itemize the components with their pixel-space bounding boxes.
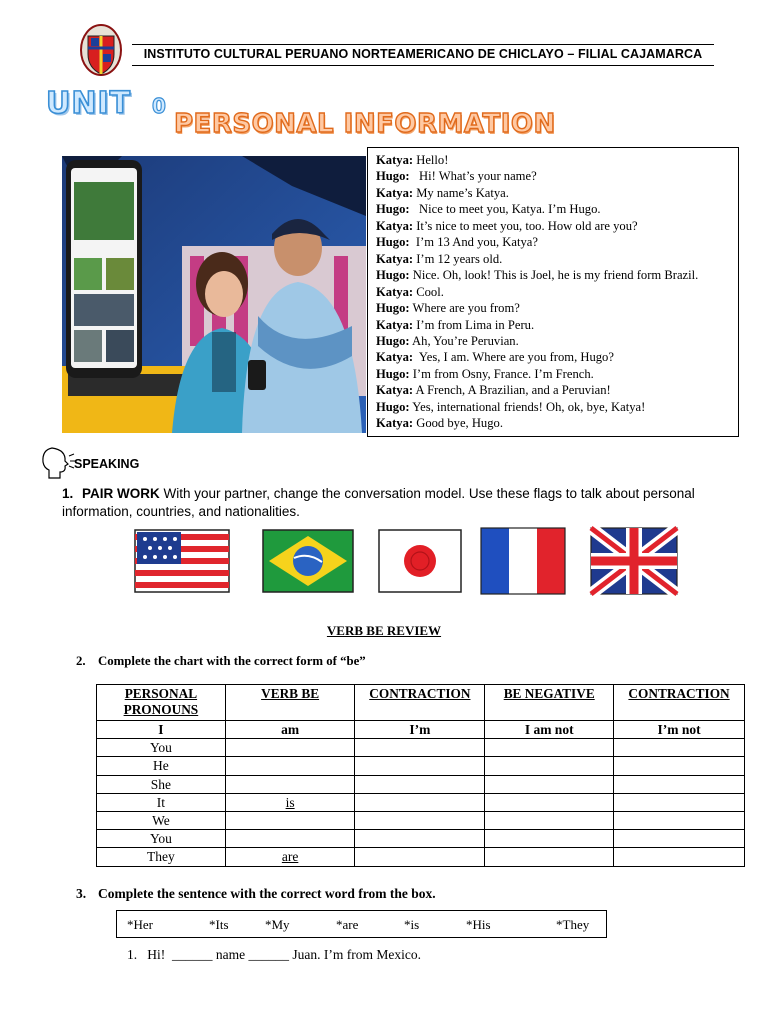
- dialogue-speaker: Hugo:: [376, 202, 410, 217]
- answer-cell: [225, 848, 355, 866]
- answer-cell: [225, 793, 355, 811]
- cell-text: I’m: [409, 722, 431, 737]
- dialogue-text: Hi! What’s your name?: [409, 169, 537, 184]
- answer-blank-cell[interactable]: [225, 775, 355, 793]
- dialogue-line: [376, 366, 730, 382]
- institute-shield-logo: [80, 24, 122, 78]
- dialogue-line: [376, 267, 730, 283]
- dialogue-line: [376, 201, 730, 217]
- header-be-negative: BE NEGATIVE: [485, 685, 614, 721]
- dialogue-speaker: Hugo:: [376, 399, 410, 414]
- pronoun-cell: [97, 739, 226, 757]
- unit-label: UNIT: [46, 86, 132, 121]
- speaking-head-icon: [40, 444, 76, 480]
- pronoun-cell: [97, 757, 226, 775]
- exercise-2-text: Complete the chart with the correct form of “be”: [98, 654, 366, 668]
- dialogue-speaker: Katya:: [376, 350, 414, 365]
- dialogue-speaker: Katya:: [376, 416, 414, 431]
- word-box-item: *Her: [127, 917, 153, 932]
- dialogue-text: Ah, You’re Peruvian.: [409, 333, 519, 348]
- dialogue-text: I’m 13 And you, Katya?: [409, 235, 538, 250]
- answer-blank-cell[interactable]: [614, 793, 745, 811]
- verb-be-chart: [96, 684, 745, 867]
- dialogue-text: A French, A Brazilian, and a Peruvian!: [413, 383, 611, 398]
- brazil-flag-icon: [261, 526, 355, 596]
- section-speaking: SPEAKING: [74, 457, 140, 471]
- dialogue-speaker: Hugo:: [376, 169, 410, 184]
- answer-blank-cell[interactable]: [485, 811, 614, 829]
- conversation-box: [367, 147, 739, 437]
- unit-number: 0: [152, 94, 166, 118]
- cell-text: They: [147, 849, 175, 865]
- dialogue-line: [376, 251, 730, 267]
- answer-blank-cell[interactable]: [225, 811, 355, 829]
- pronoun-cell: [97, 830, 226, 848]
- word-box-item: *My: [265, 917, 290, 932]
- table-row: [97, 793, 745, 811]
- pronoun-cell: [97, 775, 226, 793]
- dialogue-text: It’s nice to meet you, too. How old are you?: [413, 218, 638, 233]
- word-box-item: *is: [404, 917, 420, 932]
- cell-text: I am not: [524, 722, 574, 737]
- dialogue-text: Nice to meet you, Katya. I’m Hugo.: [409, 202, 601, 217]
- cell-text: You: [149, 740, 172, 756]
- dialogue-text: Hello!: [413, 153, 449, 167]
- word-box-item: *are: [336, 917, 359, 932]
- answer-blank-cell[interactable]: [355, 775, 485, 793]
- answer-cell: [485, 721, 614, 739]
- answer-blank-cell[interactable]: [225, 739, 355, 757]
- dialogue-line: [376, 218, 730, 234]
- dialogue-speaker: Katya:: [376, 185, 414, 200]
- dialogue-text: I’m 12 years old.: [413, 251, 503, 266]
- answer-blank-cell[interactable]: [355, 811, 485, 829]
- exercise-3-text: Complete the sentence with the correct word from the box.: [98, 886, 436, 901]
- teens-looking-at-phone-photo: [62, 156, 366, 433]
- unit-topic-title: PERSONAL INFORMATION: [174, 109, 556, 139]
- cell-text: It: [156, 794, 166, 810]
- dialogue-line: [376, 152, 730, 168]
- dialogue-speaker: Katya:: [376, 383, 414, 398]
- answer-cell: [355, 721, 485, 739]
- cell-text: He: [153, 758, 169, 774]
- cell-text: She: [150, 776, 172, 792]
- japan-flag-icon: [377, 526, 463, 596]
- answer-blank-cell[interactable]: [485, 848, 614, 866]
- dialogue-speaker: Katya:: [376, 218, 414, 233]
- word-box-item: *His: [466, 917, 491, 932]
- dialogue-line: [376, 317, 730, 333]
- cell-text: are: [281, 849, 299, 865]
- header-personal-pronouns: PERSONAL PRONOUNS: [97, 685, 226, 721]
- dialogue-text: Cool.: [413, 284, 444, 299]
- answer-blank-cell[interactable]: [485, 739, 614, 757]
- dialogue-text: Yes, international friends! Oh, ok, bye, Katya!: [409, 399, 646, 414]
- word-box-item: *They: [556, 917, 590, 932]
- dialogue-speaker: Katya:: [376, 251, 414, 266]
- table-row: [97, 757, 745, 775]
- dialogue-text: I’m from Lima in Peru.: [413, 317, 535, 332]
- usa-flag-icon: [133, 526, 231, 596]
- answer-cell: [225, 721, 355, 739]
- dialogue-speaker: Hugo:: [376, 268, 410, 283]
- exercise-1-instructions: [62, 485, 702, 521]
- dialogue-line: [376, 234, 730, 250]
- dialogue-line: [376, 349, 730, 365]
- cell-text: am: [281, 722, 300, 737]
- dialogue-text: Yes, I am. Where are you from, Hugo?: [413, 350, 614, 365]
- answer-blank-cell[interactable]: [614, 739, 745, 757]
- answer-cell: [614, 721, 745, 739]
- exercise-1-number: 1.: [62, 486, 74, 501]
- dialogue-line: [376, 185, 730, 201]
- answer-blank-cell[interactable]: [485, 793, 614, 811]
- header-rule-bottom: [132, 65, 714, 66]
- answer-blank-cell[interactable]: [614, 757, 745, 775]
- answer-blank-cell[interactable]: [355, 739, 485, 757]
- uk-flag-icon: [589, 526, 679, 596]
- answer-blank-cell[interactable]: [225, 757, 355, 775]
- pronoun-cell: [97, 848, 226, 866]
- dialogue-speaker: Hugo:: [376, 333, 410, 348]
- answer-blank-cell[interactable]: [485, 757, 614, 775]
- dialogue-text: Nice. Oh, look! This is Joel, he is my friend form Brazil.: [409, 268, 699, 283]
- exercise-2-number: 2.: [76, 654, 86, 668]
- answer-blank-cell[interactable]: [355, 757, 485, 775]
- chart-header-row: [97, 685, 745, 721]
- pronoun-cell: [97, 793, 226, 811]
- exercise-3-sentence: 1. Hi! ______ name ______ Juan. I’m from Mexico.: [127, 947, 421, 962]
- header-rule-top: [132, 44, 714, 45]
- header-verb-be: VERB BE: [225, 685, 355, 721]
- exercise-3-instructions: [76, 886, 436, 902]
- table-row: [97, 775, 745, 793]
- dialogue-line: [376, 284, 730, 300]
- dialogue-line: [376, 300, 730, 316]
- dialogue-text: I’m from Osny, France. I’m French.: [409, 366, 594, 381]
- institute-name: INSTITUTO CULTURAL PERUANO NORTEAMERICANO DE CHICLAYO – FILIAL CAJAMARCA: [143, 47, 703, 61]
- answer-blank-cell[interactable]: [355, 848, 485, 866]
- table-row: [97, 830, 745, 848]
- exercise-2-instructions: [76, 654, 366, 669]
- exercise-1-text: With your partner, change the conversation model. Use these flags to talk about personal information, countries, and nationalities.: [62, 486, 695, 519]
- answer-blank-cell[interactable]: [614, 848, 745, 866]
- cell-text: I: [158, 722, 164, 737]
- answer-blank-cell[interactable]: [614, 775, 745, 793]
- table-row: [97, 739, 745, 757]
- cell-text: You: [149, 831, 172, 847]
- dialogue-line: [376, 333, 730, 349]
- dialogue-line: [376, 168, 730, 184]
- table-row: [97, 811, 745, 829]
- cell-text: I’m not: [657, 722, 701, 737]
- dialogue-speaker: Katya:: [376, 317, 414, 332]
- table-row: [97, 721, 745, 739]
- answer-blank-cell[interactable]: [485, 830, 614, 848]
- pronoun-cell: [97, 811, 226, 829]
- exercise-1-lead: PAIR WORK: [82, 486, 160, 501]
- answer-blank-cell[interactable]: [355, 793, 485, 811]
- header-contraction: CONTRACTION: [355, 685, 485, 721]
- answer-blank-cell[interactable]: [485, 775, 614, 793]
- dialogue-text: Where are you from?: [409, 301, 520, 316]
- word-box-item: *Its: [209, 917, 229, 932]
- pronoun-cell: [97, 721, 226, 739]
- france-flag-icon: [479, 526, 567, 596]
- table-row: [97, 848, 745, 866]
- dialogue-speaker: Hugo:: [376, 301, 410, 316]
- dialogue-text: My name’s Katya.: [413, 185, 509, 200]
- exercise-3-number: 3.: [76, 886, 87, 901]
- dialogue-line: [376, 399, 730, 415]
- dialogue-speaker: Katya:: [376, 284, 414, 299]
- header-negative-contraction: CONTRACTION: [614, 685, 745, 721]
- verb-be-review-heading: VERB BE REVIEW: [326, 623, 442, 638]
- word-box: [116, 910, 607, 938]
- dialogue-speaker: Hugo:: [376, 235, 410, 250]
- cell-text: We: [152, 812, 170, 828]
- answer-blank-cell[interactable]: [225, 830, 355, 848]
- answer-blank-cell[interactable]: [614, 811, 745, 829]
- answer-blank-cell[interactable]: [614, 830, 745, 848]
- dialogue-speaker: Hugo:: [376, 366, 410, 381]
- dialogue-speaker: Katya:: [376, 153, 414, 167]
- answer-blank-cell[interactable]: [355, 830, 485, 848]
- dialogue-text: Good bye, Hugo.: [413, 416, 503, 431]
- cell-text: is: [285, 794, 295, 810]
- dialogue-line: [376, 415, 730, 431]
- dialogue-line: [376, 382, 730, 398]
